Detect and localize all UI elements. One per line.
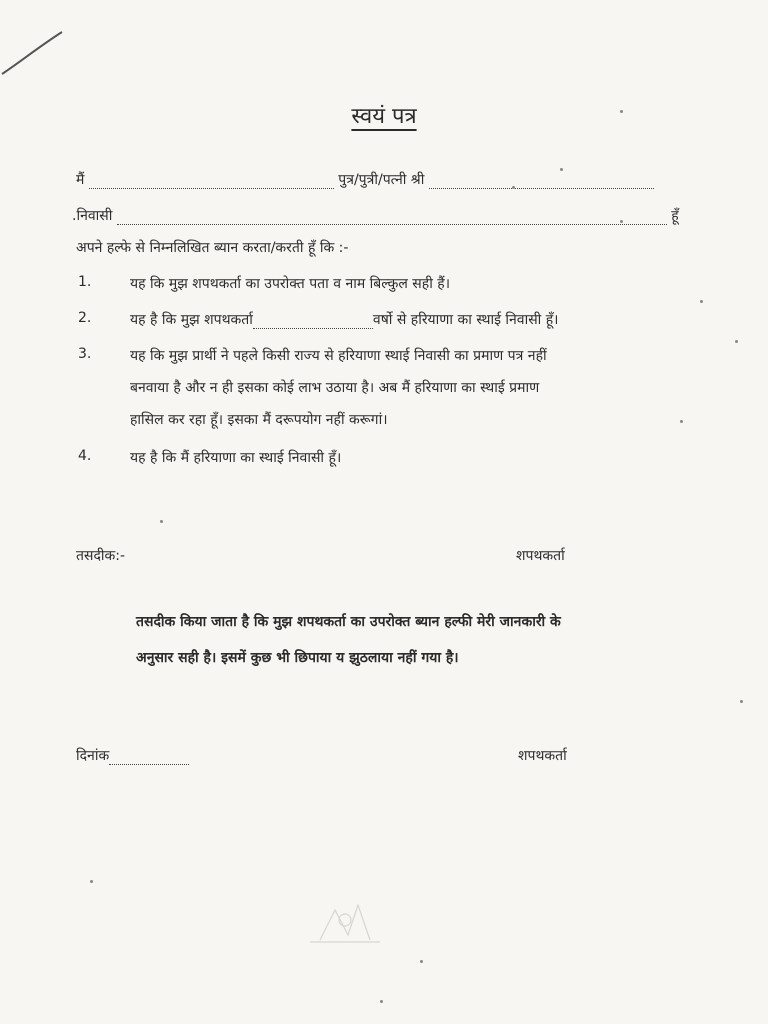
deponent-signature-label-2: शपथकर्ता: [518, 748, 567, 764]
name-blank: [89, 176, 334, 189]
date-line: [76, 746, 189, 765]
intro-statement: अपने हल्फे से निम्नलिखित ब्यान करता/करती हूँ कि :-: [76, 240, 349, 256]
name-prefix: मैं: [76, 172, 85, 188]
item-text-line: हासिल कर रहा हूँ। इसका मैं दरूपयोग नहीं करूगां।: [130, 412, 388, 428]
item-text-line: बनवाया है और न ही इसका कोई लाभ उठाया है। अब मैं हरियाणा का स्थाई प्रमाण: [130, 380, 540, 396]
residence-line: [72, 206, 679, 225]
document-title: स्वयं पत्र: [351, 104, 417, 129]
faint-stamp-mark: [300, 890, 390, 950]
verification-line: अनुसार सही है। इसमें कुछ भी छिपाया य झुठलाया नहीं गया है।: [136, 650, 459, 666]
item-text: [130, 310, 558, 329]
item-text: यह है कि मैं हरियाणा का स्थाई निवासी हूँ।: [130, 450, 342, 466]
date-blank: [109, 752, 189, 765]
years-blank: [253, 316, 373, 329]
item-text: यह कि मुझ शपथकर्ता का उपरोक्त पता व नाम बिल्कुल सही हैं।: [130, 276, 451, 292]
item-text-line: यह कि मुझ प्रार्थी ने पहले किसी राज्य से हरियाणा स्थाई निवासी का प्रमाण पत्र नहीं: [130, 348, 547, 364]
item-text-part: यह है कि मुझ शपथकर्ता: [130, 312, 253, 328]
residence-prefix: .निवासी: [72, 208, 113, 224]
date-label: दिनांक: [76, 748, 110, 764]
father-name-blank: [429, 176, 654, 189]
name-line: [76, 170, 654, 189]
item-number: 3.: [78, 346, 92, 362]
item-number: 4.: [78, 448, 92, 464]
residence-suffix: हूँ: [671, 208, 679, 224]
pen-scratch-mark: [0, 24, 70, 84]
item-text-part: वर्षो से हरियाणा का स्थाई निवासी हूँ।: [372, 312, 559, 328]
item-number: 2.: [78, 310, 92, 326]
item-number: 1.: [78, 274, 92, 290]
relation-label: पुत्र/पुत्री/पत्नी श्री: [338, 172, 425, 188]
residence-blank: [117, 212, 667, 225]
deponent-signature-label: शपथकर्ता: [516, 548, 565, 564]
attestation-label: तसदीक:-: [76, 548, 126, 564]
verification-line: तसदीक किया जाता है कि मुझ शपथकर्ता का उपरोक्त ब्यान हल्फी मेरी जानकारी के: [136, 614, 561, 630]
